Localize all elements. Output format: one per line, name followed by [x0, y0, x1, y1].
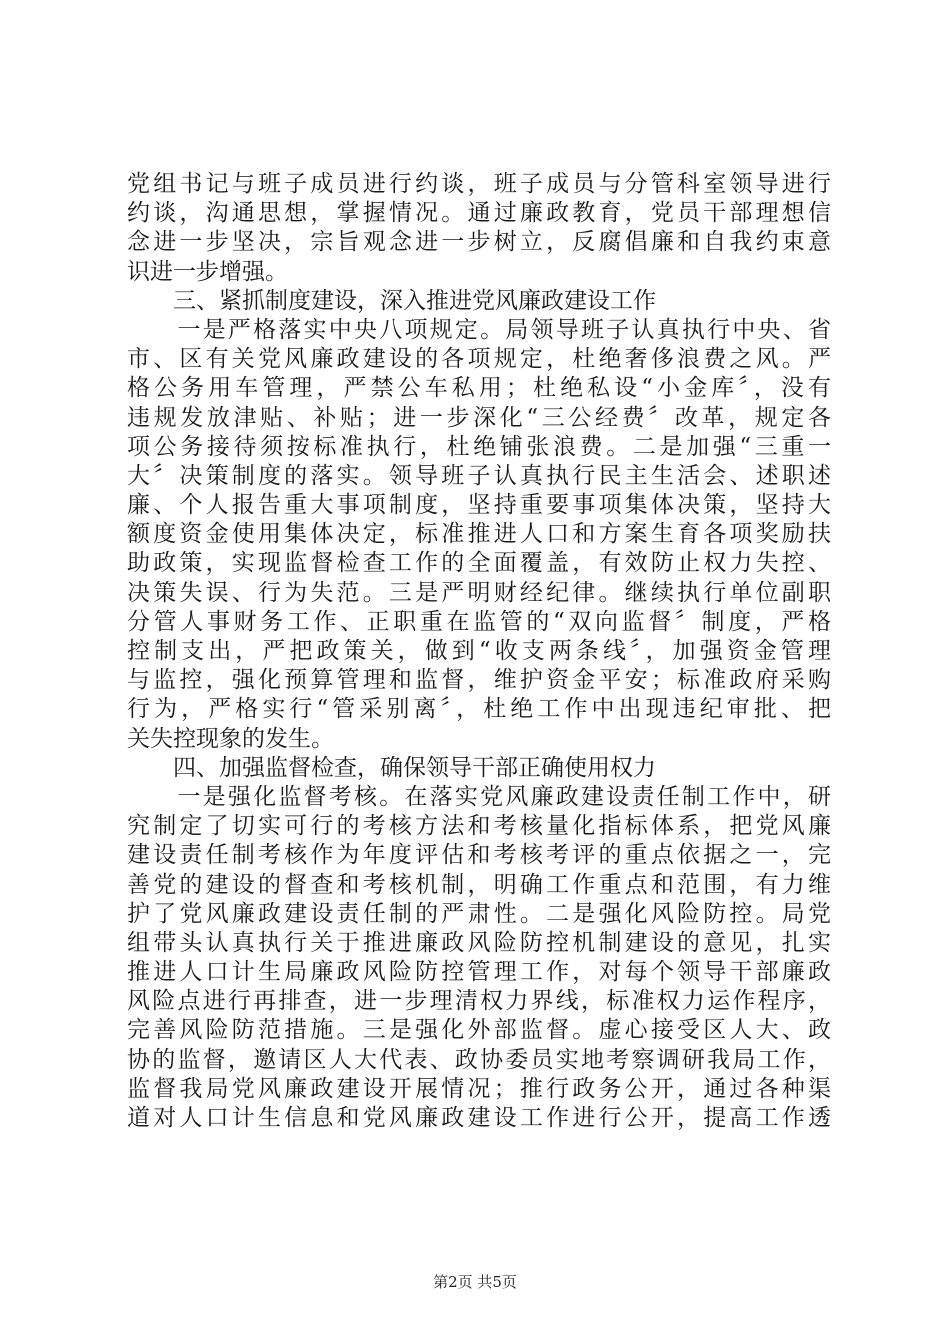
text-line: 监督我局党风廉政建设开展情况；推行政务公开，通过各种渠	[127, 1075, 831, 1102]
text-line: 善党的建设的督查和考核机制，明确工作重点和范围，有力维	[127, 871, 831, 898]
text-line: 行为，严格实行“管采别离〞，杜绝工作中出现违纪审批、把	[127, 696, 831, 723]
section-heading-line: 三、紧抓制度建设，深入推进党风廉政建设工作	[127, 287, 656, 314]
text-line: 项公务接待须按标准执行，杜绝铺张浪费。二是加强“三重一	[127, 433, 831, 460]
text-line: 念进一步坚决，宗旨观念进一步树立，反腐倡廉和自我约束意	[127, 229, 831, 256]
text-line: 组带头认真执行关于推进廉政风险防控机制建设的意见，扎实	[127, 929, 831, 956]
text-line: 助政策，实现监督检查工作的全面覆盖，有效防止权力失控、	[127, 550, 831, 577]
text-line: 风险点进行再排查，进一步理清权力界线，标准权力运作程序，	[127, 988, 831, 1015]
text-line: 一是强化监督考核。在落实党风廉政建设责任制工作中，研	[127, 783, 831, 810]
text-line: 违规发放津贴、补贴；进一步深化“三公经费〞改革，规定各	[127, 404, 831, 431]
text-line: 决策失误、行为失范。三是严明财经纪律。继续执行单位副职	[127, 579, 831, 606]
document-body	[127, 170, 831, 1133]
text-line: 关失控现象的发生。	[127, 725, 334, 752]
page-footer	[0, 1272, 950, 1292]
text-line: 廉、个人报告重大事项制度，坚持重要事项集体决策，坚持大	[127, 492, 831, 519]
text-line: 大〞决策制度的落实。领导班子认真执行民主生活会、述职述	[127, 462, 831, 489]
text-line: 护了党风廉政建设责任制的严肃性。二是强化风险防控。局党	[127, 900, 831, 927]
page-number-label: 第2页 共5页	[433, 1273, 517, 1291]
section-heading-line: 四、加强监督检查，确保领导干部正确使用权力	[127, 754, 656, 781]
text-line: 市、区有关党风廉政建设的各项规定，杜绝奢侈浪费之风。严	[127, 346, 831, 373]
text-line: 控制支出，严把政策关，做到“收支两条线〞，加强资金管理	[127, 638, 831, 664]
text-line: 党组书记与班子成员进行约谈，班子成员与分管科室领导进行	[127, 171, 831, 197]
text-line: 推进人口计生局廉政风险防控管理工作，对每个领导干部廉政	[127, 959, 831, 986]
text-line: 格公务用车管理，严禁公车私用；杜绝私设“小金库〞，没有	[127, 375, 831, 402]
text-line: 一是严格落实中央八项规定。局领导班子认真执行中央、省	[127, 316, 831, 343]
text-line: 额度资金使用集体决定，标准推进人口和方案生育各项奖励扶	[127, 521, 831, 548]
text-line: 建设责任制考核作为年度评估和考核考评的重点依据之一，完	[127, 842, 831, 869]
text-line: 分管人事财务工作、正职重在监管的“双向监督〞制度，严格	[127, 608, 831, 635]
text-line: 约谈，沟通思想，掌握情况。通过廉政教育，党员干部理想信	[127, 200, 831, 227]
text-line: 协的监督，邀请区人大代表、政协委员实地考察调研我局工作，	[127, 1046, 831, 1073]
text-line: 与监控，强化预算管理和监督，维护资金平安；标准政府采购	[127, 667, 831, 694]
text-line: 识进一步增强。	[127, 258, 288, 285]
text-line: 道对人口计生信息和党风廉政建设工作进行公开，提高工作透	[127, 1105, 831, 1131]
text-line: 究制定了切实可行的考核方法和考核量化指标体系，把党风廉	[127, 813, 831, 840]
text-line: 完善风险防范措施。三是强化外部监督。虚心接受区人大、政	[127, 1017, 831, 1044]
